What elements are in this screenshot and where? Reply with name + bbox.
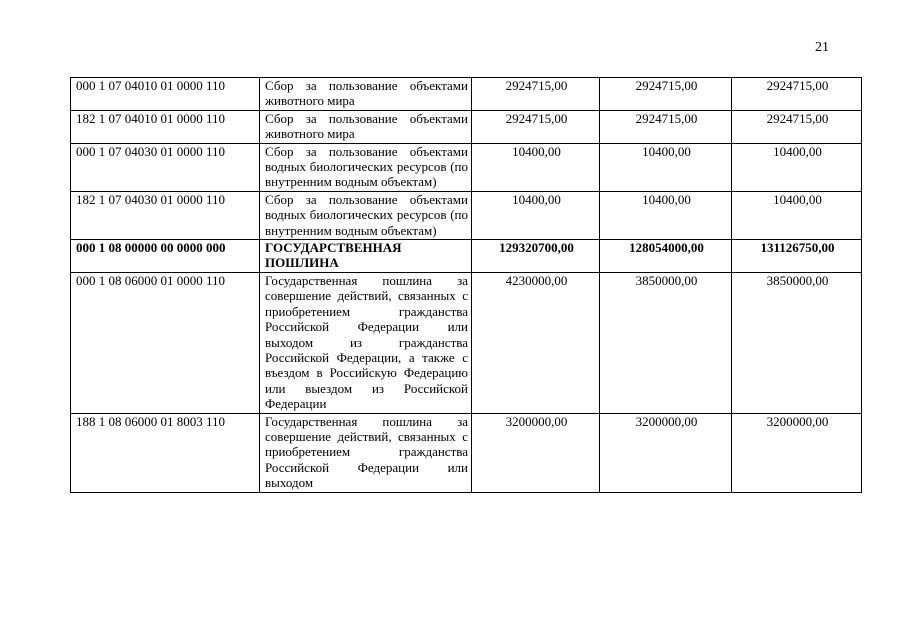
amount-year-2-cell: 10400,00 [600, 143, 732, 191]
amount-year-2-cell: 2924715,00 [600, 110, 732, 143]
amount-year-2-cell: 10400,00 [600, 191, 732, 239]
budget-code-cell: 000 1 07 04010 01 0000 110 [71, 78, 260, 111]
revenue-name-cell: Государственная пошлина за совершение действий, связанных с приобретением гражданства Российской Федерации или выходом [260, 413, 472, 492]
amount-year-3-cell: 3850000,00 [732, 272, 862, 413]
page-number: 21 [815, 40, 829, 55]
amount-year-2-cell: 2924715,00 [600, 78, 732, 111]
amount-year-2-cell: 3200000,00 [600, 413, 732, 492]
table-row [71, 78, 862, 111]
amount-year-3-cell: 3200000,00 [732, 413, 862, 492]
table-row [71, 272, 862, 413]
table-row [71, 191, 862, 239]
amount-year-3-cell: 2924715,00 [732, 110, 862, 143]
budget-code-cell: 182 1 07 04010 01 0000 110 [71, 110, 260, 143]
amount-year-1-cell: 3200000,00 [472, 413, 600, 492]
revenue-name-cell: Сбор за пользование объектами водных биологических ресурсов (по внутренним водным объектам) [260, 143, 472, 191]
amount-year-3-cell: 10400,00 [732, 191, 862, 239]
revenue-name-cell: Сбор за пользование объектами животного мира [260, 78, 472, 111]
revenue-name-cell: Государственная пошлина за совершение действий, связанных с приобретением гражданства Российской Федерации или выходом из гражданства Российской Федерации, а также с въездом в Российскую Федерацию или выездом из Российской Федерации [260, 272, 472, 413]
table-row [71, 110, 862, 143]
amount-year-1-cell: 10400,00 [472, 143, 600, 191]
amount-year-1-cell: 2924715,00 [472, 110, 600, 143]
amount-year-2-cell: 128054000,00 [600, 240, 732, 273]
table-row [71, 143, 862, 191]
amount-year-3-cell: 2924715,00 [732, 78, 862, 111]
amount-year-1-cell: 2924715,00 [472, 78, 600, 111]
revenue-name-cell: Сбор за пользование объектами водных биологических ресурсов (по внутренним водным объектам) [260, 191, 472, 239]
budget-code-cell: 188 1 08 06000 01 8003 110 [71, 413, 260, 492]
budget-code-cell: 000 1 07 04030 01 0000 110 [71, 143, 260, 191]
revenue-name-cell: Сбор за пользование объектами животного мира [260, 110, 472, 143]
budget-code-cell: 000 1 08 00000 00 0000 000 [71, 240, 260, 273]
budget-code-cell: 000 1 08 06000 01 0000 110 [71, 272, 260, 413]
table-row-section-total [71, 240, 862, 273]
amount-year-3-cell: 10400,00 [732, 143, 862, 191]
amount-year-1-cell: 10400,00 [472, 191, 600, 239]
budget-revenue-table [70, 77, 862, 493]
revenue-name-cell: ГОСУДАРСТВЕННАЯ ПОШЛИНА [260, 240, 472, 273]
amount-year-1-cell: 129320700,00 [472, 240, 600, 273]
amount-year-3-cell: 131126750,00 [732, 240, 862, 273]
amount-year-2-cell: 3850000,00 [600, 272, 732, 413]
budget-code-cell: 182 1 07 04030 01 0000 110 [71, 191, 260, 239]
table-row [71, 413, 862, 492]
amount-year-1-cell: 4230000,00 [472, 272, 600, 413]
